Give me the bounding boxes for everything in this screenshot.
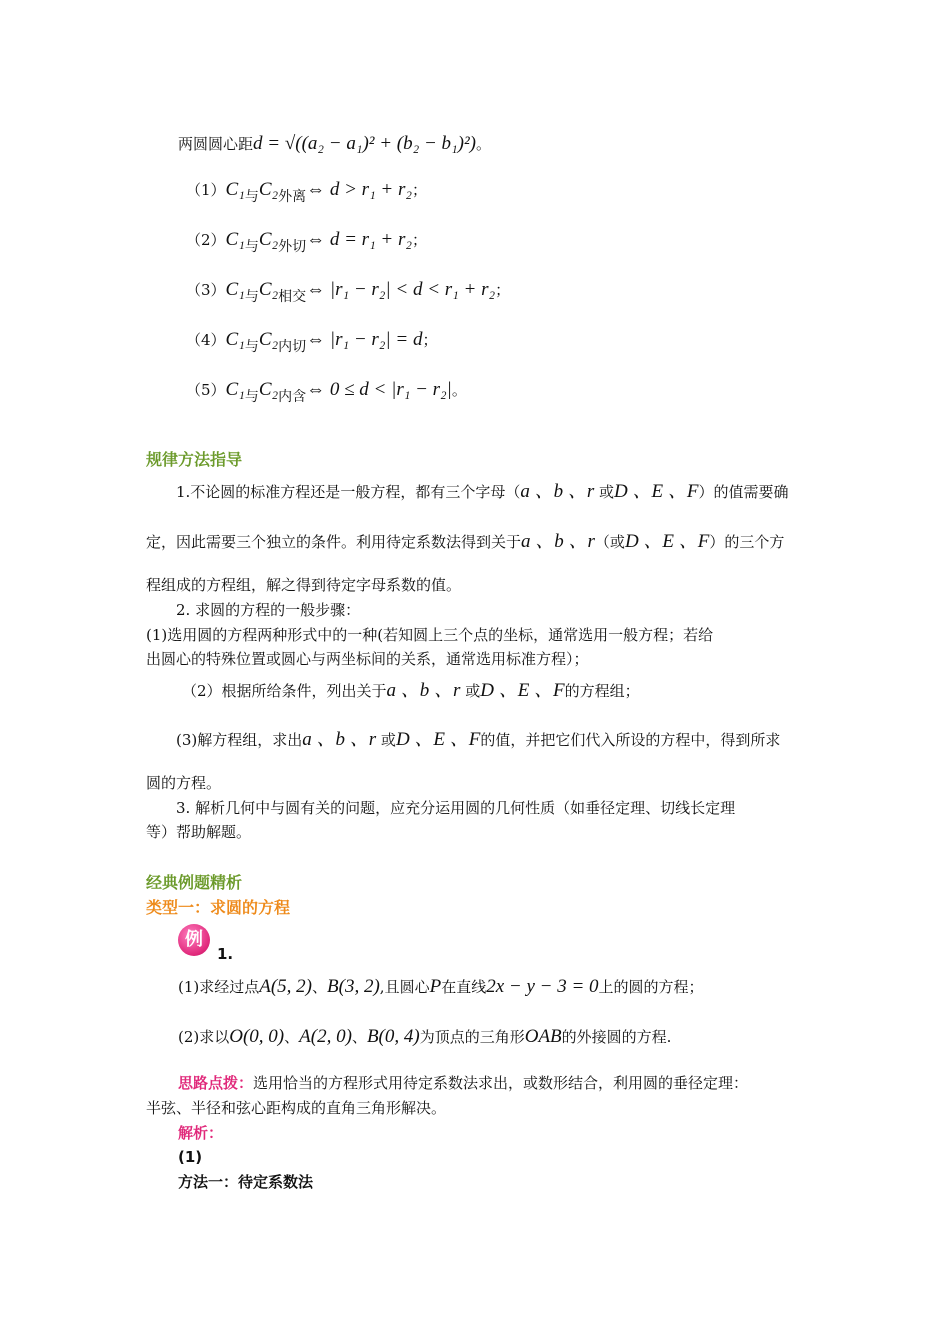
vars-abr: a 、b 、r xyxy=(521,531,595,552)
with-text: 与 xyxy=(244,339,259,355)
c1-symbol: C₁ xyxy=(225,379,245,400)
c1-symbol: C₁ xyxy=(225,329,245,350)
text: 的值，并把它们代入所设的方程中，得到所求 xyxy=(480,731,781,749)
text: 的方程组； xyxy=(564,682,640,700)
with-text: 与 xyxy=(244,189,259,205)
c1-symbol: C₁ xyxy=(225,229,245,250)
triangle-oab: OAB xyxy=(524,1026,562,1047)
condition: ⇔ |r₁ − r₂| = d xyxy=(306,329,423,350)
point-b: B(3, 2) xyxy=(327,976,380,997)
point-a: A(5, 2) xyxy=(259,976,313,997)
example-part1 xyxy=(178,977,704,996)
vars-abr: a 、b 、r xyxy=(302,729,377,750)
example-part2 xyxy=(178,1027,671,1046)
para2-line4 xyxy=(182,681,640,700)
method-one: 方法一：待定系数法 xyxy=(178,1173,314,1191)
hint-line1 xyxy=(178,1076,748,1091)
vars-def: D 、E 、F xyxy=(614,481,699,502)
para3-line1: 3. 解析几何中与圆有关的问题，应充分运用圆的几何性质（如垂径定理、切线长定理 xyxy=(176,799,736,817)
c2-symbol: C₂ xyxy=(258,329,279,350)
with-text: 与 xyxy=(244,239,259,255)
solution-part: (1) xyxy=(178,1148,203,1166)
distance-end: 。 xyxy=(476,135,492,153)
relation-label: 外离 xyxy=(278,189,307,205)
case-end: ； xyxy=(412,181,428,199)
text: ）的三个方 xyxy=(709,533,785,551)
para2-line2: (1)选用圆的方程两种形式中的一种(若知圆上三个点的坐标，通常选用一般方程；若给 xyxy=(146,626,714,644)
c1-symbol: C₁ xyxy=(225,179,245,200)
para2-line5 xyxy=(176,730,780,749)
text: 或 xyxy=(594,483,615,501)
text: (3)解方程组，求出 xyxy=(176,731,303,749)
case-end: 。 xyxy=(451,381,467,399)
distance-formula: d = √((a₂ − a₁)² + (b₂ − b₁)²) xyxy=(253,133,477,154)
c2-symbol: C₂ xyxy=(258,229,279,250)
hint-line2: 半弦、半径和弦心距构成的直角三角形解决。 xyxy=(146,1099,447,1117)
vars-def: D 、E 、F xyxy=(480,680,565,701)
case-2 xyxy=(186,230,427,254)
case-4 xyxy=(186,330,437,354)
with-text: 与 xyxy=(244,389,259,405)
example-badge-icon: 例 xyxy=(178,924,210,956)
para1-line1 xyxy=(176,482,788,501)
point-p: P xyxy=(429,976,442,997)
case-number: （2） xyxy=(186,231,226,249)
c1-symbol: C₁ xyxy=(225,279,245,300)
case-number: （3） xyxy=(186,281,226,299)
text: 、 xyxy=(312,978,328,996)
hint-label: 思路点拨： xyxy=(178,1074,254,1092)
text: 的外接圆的方程. xyxy=(561,1028,672,1046)
example-number: 1. xyxy=(217,945,234,963)
case-5 xyxy=(186,380,467,404)
c2-symbol: C₂ xyxy=(258,179,279,200)
text: (1)求经过点 xyxy=(178,978,260,996)
text: ,且圆心 xyxy=(379,978,430,996)
point-a: A(2, 0) xyxy=(299,1026,352,1047)
text: 上的圆的方程； xyxy=(598,978,704,996)
relation-label: 内含 xyxy=(278,389,307,405)
para3-line2: 等）帮助解题。 xyxy=(146,823,252,841)
point-o: O(0, 0) xyxy=(229,1026,285,1047)
text: 、 xyxy=(284,1028,300,1046)
vars-def: D 、E 、F xyxy=(395,729,481,750)
text: (2)求以 xyxy=(178,1028,230,1046)
condition: ⇔ 0 ≤ d < |r₁ − r₂| xyxy=(306,379,452,400)
section-title-examples: 经典例题精析 xyxy=(146,873,243,892)
c2-symbol: C₂ xyxy=(258,279,279,300)
text: 或 xyxy=(460,682,481,700)
distance-prefix: 两圆圆心距 xyxy=(178,135,254,153)
relation-label: 内切 xyxy=(278,339,307,355)
para1-line3: 程组成的方程组，解之得到待定字母系数的值。 xyxy=(146,576,462,594)
text: 、 xyxy=(351,1028,367,1046)
text: 1.不论圆的标准方程还是一般方程，都有三个字母（ xyxy=(176,483,521,501)
text: （2）根据所给条件，列出关于 xyxy=(182,682,387,700)
solution-label: 解析： xyxy=(178,1124,224,1142)
case-1 xyxy=(186,180,427,204)
text: （或 xyxy=(594,533,625,551)
vars-abr: a 、b 、r xyxy=(386,680,461,701)
condition: ⇔ d > r₁ + r₂ xyxy=(306,179,413,200)
distance-line xyxy=(178,134,491,153)
case-end: ； xyxy=(495,281,511,299)
section-title-method: 规律方法指导 xyxy=(146,450,243,469)
text: 定，因此需要三个独立的条件。利用待定系数法得到关于 xyxy=(146,533,522,551)
case-number: （4） xyxy=(186,331,226,349)
vars-def: D 、E 、F xyxy=(624,531,710,552)
case-3 xyxy=(186,280,510,304)
c2-symbol: C₂ xyxy=(258,379,279,400)
para1-line2 xyxy=(146,532,784,551)
case-end: ； xyxy=(422,331,438,349)
case-number: （1） xyxy=(186,181,226,199)
text: 为顶点的三角形 xyxy=(419,1028,525,1046)
text: 或 xyxy=(376,731,396,749)
para2-line1: 2. 求圆的方程的一般步骤： xyxy=(176,601,361,619)
case-number: （5） xyxy=(186,381,226,399)
type-title: 类型一：求圆的方程 xyxy=(146,898,291,917)
text: 选用恰当的方程形式用待定系数法求出，或数形结合，利用圆的垂径定理： xyxy=(253,1074,749,1092)
condition: ⇔ |r₁ − r₂| < d < r₁ + r₂ xyxy=(306,279,496,300)
with-text: 与 xyxy=(244,289,259,305)
para2-line3: 出圆心的特殊位置或圆心与两坐标间的关系，通常选用标准方程）； xyxy=(146,650,589,668)
text: ）的值需要确 xyxy=(698,483,789,501)
vars-abr: a 、b 、r xyxy=(520,481,595,502)
condition: ⇔ d = r₁ + r₂ xyxy=(306,229,413,250)
line-equation: 2x − y − 3 = 0 xyxy=(486,976,599,997)
relation-label: 相交 xyxy=(278,289,307,305)
case-end: ； xyxy=(412,231,428,249)
point-b: B(0, 4) xyxy=(366,1026,420,1047)
para2-line6: 圆的方程。 xyxy=(146,774,222,792)
relation-label: 外切 xyxy=(278,239,307,255)
text: 在直线 xyxy=(441,978,487,996)
